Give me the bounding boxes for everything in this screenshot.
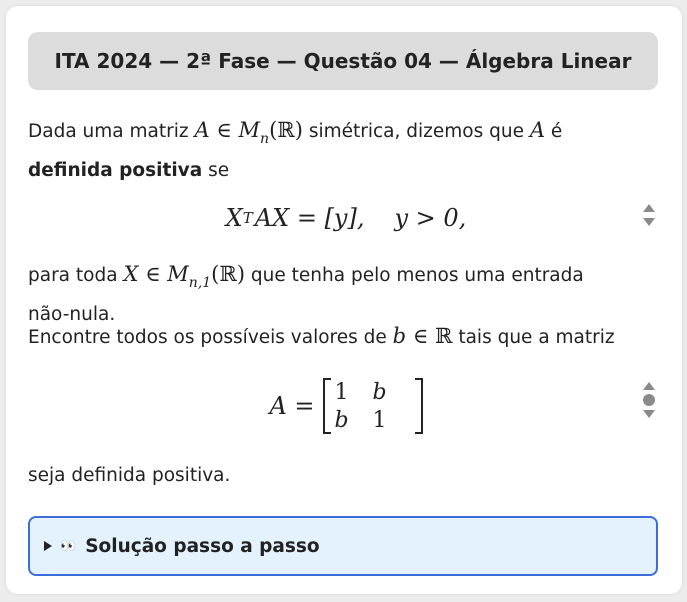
math-inline <box>194 118 303 147</box>
matrix-entry: 1 <box>372 407 387 433</box>
scroll-down-icon[interactable] <box>643 218 655 226</box>
matrix <box>323 378 423 434</box>
right-bracket <box>415 378 423 434</box>
matrix-entry: b <box>372 379 387 405</box>
scroll-thumb[interactable] <box>643 394 655 406</box>
math-text: A = <box>269 392 315 420</box>
math-text: ( <box>269 118 278 142</box>
eyes-icon: 👀 <box>60 538 78 554</box>
math-inline <box>123 262 246 291</box>
matrix-grid <box>331 378 415 434</box>
matrix-entry: 1 <box>334 379 349 405</box>
math-sub: n <box>260 131 270 147</box>
statement-paragraph-3 <box>28 320 664 354</box>
text: se <box>202 160 230 181</box>
scroll-up-icon[interactable] <box>643 382 655 390</box>
math-text: AX = [y], <box>254 204 365 232</box>
text: que tenha pelo menos uma entrada <box>245 265 584 286</box>
text: Dada uma matriz <box>28 121 195 142</box>
reals-symbol: ℝ <box>277 118 295 142</box>
equation-2-scroll-control[interactable] <box>642 382 656 418</box>
left-bracket <box>323 378 331 434</box>
scroll-down-icon[interactable] <box>643 410 655 418</box>
equation-1-scroll-control[interactable] <box>642 204 656 226</box>
math-inline: A <box>529 118 546 142</box>
math-text: A ∈ M <box>194 118 261 142</box>
text: não-nula. <box>28 304 116 325</box>
text: para toda <box>28 265 124 286</box>
math-text: y > 0, <box>394 204 467 232</box>
bold-term: definida positiva <box>28 160 203 181</box>
matrix-entry: b <box>334 407 349 433</box>
math-text: X <box>225 204 243 232</box>
equation-2 <box>28 374 664 438</box>
equation-1 <box>28 198 664 238</box>
math-inline: b ∈ <box>392 324 435 348</box>
statement-paragraph-1 <box>28 114 664 187</box>
solution-toggle[interactable] <box>28 516 658 576</box>
text: tais que a matriz <box>452 327 615 348</box>
reals-symbol: ℝ <box>219 262 237 286</box>
reals-symbol: ℝ <box>435 324 453 348</box>
statement-paragraph-4: seja definida positiva. <box>28 465 231 486</box>
scroll-up-icon[interactable] <box>643 204 655 212</box>
math-sub: n,1 <box>188 275 212 291</box>
text: é <box>545 121 563 142</box>
math-text: ) <box>236 262 246 286</box>
text: Encontre todos os possíveis valores de <box>28 327 393 348</box>
question-title: ITA 2024 — 2ª Fase — Questão 04 — Álgebra Linear <box>28 32 658 90</box>
solution-label[interactable]: Solução passo a passo <box>85 535 320 557</box>
math-text: ( <box>211 262 220 286</box>
math-sup: T <box>242 209 253 227</box>
text: simétrica, dizemos que <box>302 121 530 142</box>
disclosure-triangle-icon[interactable] <box>44 541 52 551</box>
math-text: X ∈ M <box>123 262 189 286</box>
question-card <box>6 6 682 594</box>
math-text: ) <box>294 118 303 142</box>
